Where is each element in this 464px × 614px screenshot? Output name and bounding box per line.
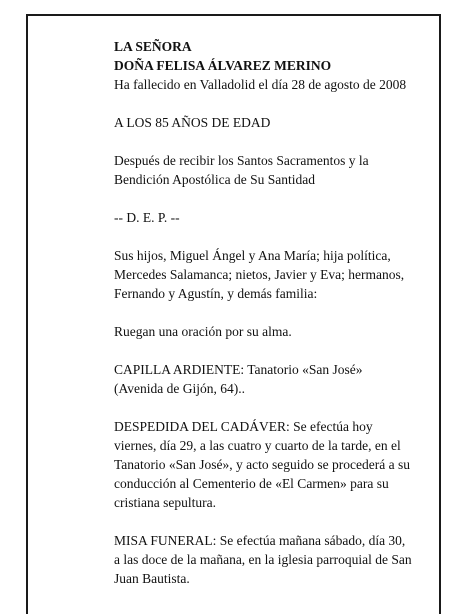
farewell-paragraph: DESPEDIDA DEL CADÁVER: Se efectúa hoy viernes, día 29, a las cuatro y cuarto de la tarde, en el Tanatorio «San José», y acto seguido se procederá a su conducción al Cementerio de «El Carmen» para su cristiana sepultura. <box>114 419 410 510</box>
notice-heading-title: LA SEÑORA <box>114 39 192 54</box>
funeral-mass-paragraph: MISA FUNERAL: Se efectúa mañana sábado, día 30, a las doce de la mañana, en la iglesia parroquial de San Juan Bautista. <box>114 533 412 586</box>
notice-heading-name: DOÑA FELISA ÁLVAREZ MERINO <box>114 58 332 73</box>
family-paragraph: Sus hijos, Miguel Ángel y Ana María; hija política, Mercedes Salamanca; nietos, Javier y Eva; hermanos, Fernando y Agustín, y demás familia: <box>114 248 405 301</box>
rip-line: -- D. E. P. -- <box>114 210 180 225</box>
prayer-request: Ruegan una oración por su alma. <box>114 324 292 339</box>
obituary-notice <box>114 37 414 607</box>
death-announcement: Ha fallecido en Valladolid el día 28 de agosto de 2008 <box>114 77 407 92</box>
age-line: A LOS 85 AÑOS DE EDAD <box>114 115 271 130</box>
chapel-paragraph: CAPILLA ARDIENTE: Tanatorio «San José» (Avenida de Gijón, 64).. <box>114 362 363 396</box>
sacraments-paragraph: Después de recibir los Santos Sacramentos y la Bendición Apostólica de Su Santidad <box>114 153 369 187</box>
